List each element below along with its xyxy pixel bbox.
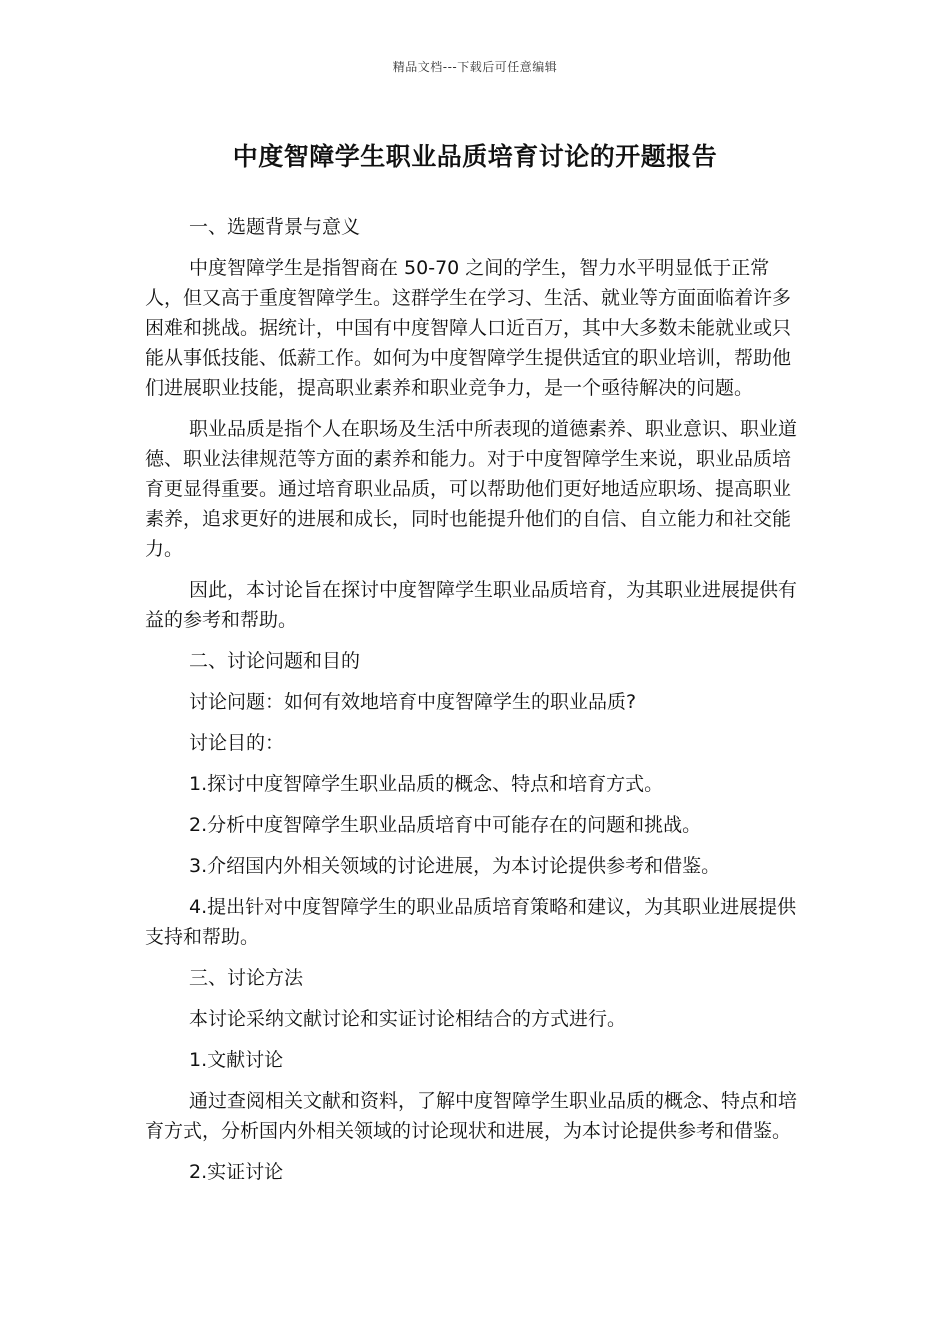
method-heading-empirical: 2.实证讨论 — [189, 1161, 284, 1183]
paragraph-literature: 通过查阅相关文献和资料，了解中度智障学生职业品质的概念、特点和培育方式，分析国内外相关领域的讨论现状和进展，为本讨论提供参考和借鉴。 — [145, 1090, 798, 1142]
document-title: 中度智障学生职业品质培育讨论的开题报告 — [232, 142, 718, 171]
header-note: 精品文档---下载后可任意编辑 — [392, 60, 558, 74]
method-heading-literature: 1.文献讨论 — [189, 1049, 284, 1071]
paragraph-methods-intro: 本讨论采纳文献讨论和实证讨论相结合的方式进行。 — [189, 1008, 627, 1030]
goal-item-3: 3.介绍国内外相关领域的讨论进展，为本讨论提供参考和借鉴。 — [189, 855, 721, 877]
section-heading-questions: 二、讨论问题和目的 — [189, 650, 361, 672]
goal-item-4: 4.提出针对中度智障学生的职业品质培育策略和建议，为其职业进展提供支持和帮助。 — [145, 896, 797, 948]
paragraph-goals-label: 讨论目的： — [189, 732, 285, 754]
paragraph-background-2: 职业品质是指个人在职场及生活中所表现的道德素养、职业意识、职业道德、职业法律规范等方面的素养和能力。对于中度智障学生来说，职业品质培育更显得重要。通过培育职业品质，可以帮助他们更好地适应职场、提高职业素养，追求更好的进展和成长，同时也能提升他们的自信、自立能力和社交能力。 — [145, 418, 798, 560]
goal-item-2: 2.分析中度智障学生职业品质培育中可能存在的问题和挑战。 — [189, 814, 702, 836]
section-heading-background: 一、选题背景与意义 — [189, 216, 361, 238]
paragraph-background-1: 中度智障学生是指智商在 50-70 之间的学生，智力水平明显低于正常人，但又高于重度智障学生。这群学生在学习、生活、就业等方面面临着许多困难和挑战。据统计，中国有中度智障人口近百万，其中大多数未能就业或只能从事低技能、低薪工作。如何为中度智障学生提供适宜的职业培训，帮助他们进展职业技能，提高职业素养和职业竞争力，是一个亟待解决的问题。 — [145, 257, 792, 399]
section-heading-methods: 三、讨论方法 — [189, 967, 304, 989]
goal-item-1: 1.探讨中度智障学生职业品质的概念、特点和培育方式。 — [189, 773, 664, 795]
paragraph-background-3: 因此，本讨论旨在探讨中度智障学生职业品质培育，为其职业进展提供有益的参考和帮助。 — [145, 579, 798, 631]
paragraph-question: 讨论问题：如何有效地培育中度智障学生的职业品质? — [189, 691, 637, 713]
document-body — [145, 212, 807, 1198]
